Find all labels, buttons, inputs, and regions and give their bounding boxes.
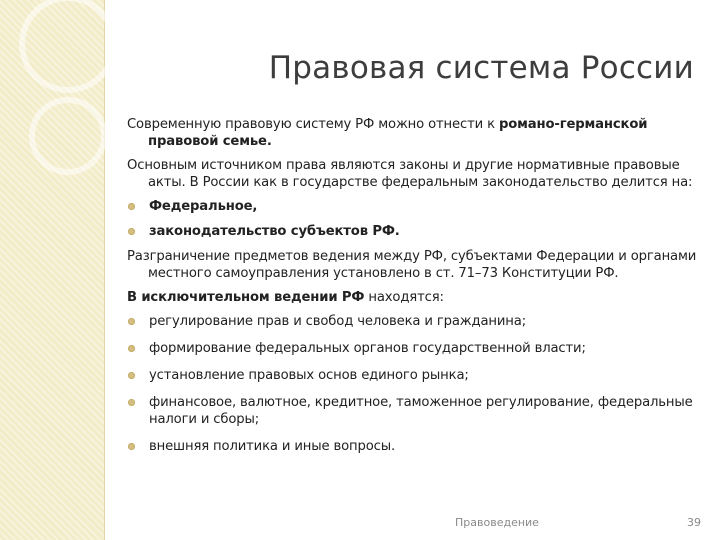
bullet-icon bbox=[128, 203, 135, 210]
paragraph-text: находятся: bbox=[364, 290, 444, 305]
bullet-icon bbox=[128, 318, 135, 325]
list-item-label: установление правовых основ единого рынка; bbox=[149, 368, 469, 383]
paragraph-text: Современную правовую систему РФ можно отнести к bbox=[127, 117, 499, 132]
bullet-icon bbox=[128, 372, 135, 379]
paragraph-bold: В исключительном ведении РФ bbox=[127, 290, 365, 305]
bullet-icon bbox=[128, 399, 135, 406]
list-item-label: Федеральное, bbox=[149, 199, 258, 214]
exclusive-jurisdiction-list bbox=[127, 313, 699, 455]
paragraph-legal-family bbox=[127, 116, 699, 150]
list-item bbox=[127, 313, 699, 330]
list-item bbox=[127, 367, 699, 384]
list-item-label: регулирование прав и свобод человека и гражданина; bbox=[149, 314, 526, 329]
paragraph-exclusive bbox=[127, 289, 699, 306]
list-item bbox=[127, 340, 699, 357]
bullet-icon bbox=[128, 228, 135, 235]
page-number: 39 bbox=[687, 516, 701, 529]
list-item bbox=[127, 438, 699, 455]
slide-title: Правовая система России bbox=[268, 50, 694, 86]
list-item-label: финансовое, валютное, кредитное, таможенное регулирование, федеральные налоги и сборы; bbox=[149, 395, 693, 427]
slide-content bbox=[127, 116, 699, 465]
list-item bbox=[127, 223, 699, 240]
bullet-icon bbox=[128, 345, 135, 352]
list-item bbox=[127, 394, 699, 428]
list-item-label: внешняя политика и иные вопросы. bbox=[149, 439, 396, 454]
footer-course-name: Правоведение bbox=[455, 516, 539, 529]
paragraph-bold: романо-германской правовой семье. bbox=[148, 117, 648, 149]
legislation-levels-list bbox=[127, 198, 699, 240]
list-item-label: формирование федеральных органов государственной власти; bbox=[149, 341, 586, 356]
bullet-icon bbox=[128, 443, 135, 450]
list-item-label: законодательство субъектов РФ. bbox=[149, 224, 400, 239]
paragraph-sources: Основным источником права являются законы и другие нормативные правовые акты. В России как в государстве федеральным законодательство делится на: bbox=[127, 158, 693, 190]
list-item bbox=[127, 198, 699, 215]
paragraph-jurisdiction: Разграничение предметов ведения между РФ, субъектами Федерации и органами местного самоуправления установлено в ст. 71–73 Конституции РФ. bbox=[127, 249, 697, 281]
